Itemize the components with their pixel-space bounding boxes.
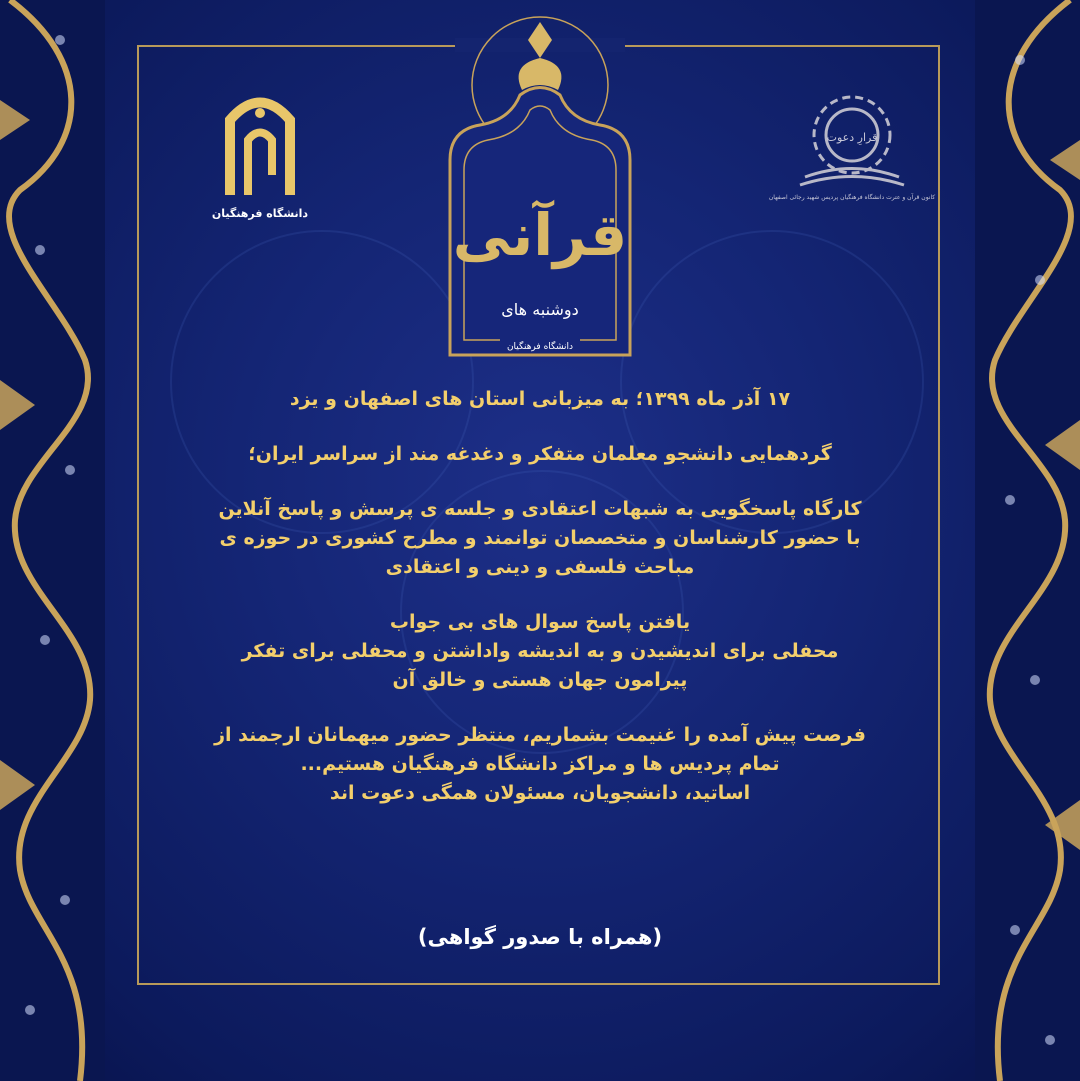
logo-left-text: دانشگاه فرهنگیان [211,207,309,220]
purpose-line-2: محفلی برای اندیشیدن و به اندیشه واداشتن و محفلی برای تفکر [241,640,839,662]
badge-main-text: قرآنی [452,201,628,269]
ornament-border-left [0,0,105,1081]
ornament-border-right [975,0,1080,1081]
gathering-line: گردهمایی دانشجو معلمان متفکر و دغدغه مند از سراسر ایران؛ [248,443,832,465]
purpose-line-3: پیرامون جهان هستی و خالق آن [392,669,688,691]
quran-mondays-badge [440,10,640,370]
quran-center-logo [745,85,960,205]
date-line: ۱۷ آذر ماه ۱۳۹۹؛ به میزبانی استان های اصفهان و یزد [289,388,791,410]
logo-right-caption: کانون قرآن و عترت دانشگاه فرهنگیان پردیس شهید رجائی اصفهان [768,194,936,201]
workshop-line-1: کارگاه پاسخگویی به شبهات اعتقادی و جلسه ی پرسش و پاسخ آنلاین [218,498,862,520]
workshop-line-3: مباحث فلسفی و دینی و اعتقادی [385,556,695,578]
badge-bottom-text: دانشگاه فرهنگیان [506,342,574,352]
invite-line-3: اساتید، دانشجویان، مسئولان همگی دعوت اند [329,782,751,804]
badge-sub-text: دوشنبه های [501,300,579,319]
purpose-line-1: یافتن پاسخ سوال های بی جواب [389,611,691,633]
announcement-text [150,385,930,808]
farhangian-university-logo [210,85,310,225]
invite-line-2: تمام پردیس ها و مراکز دانشگاه فرهنگیان هستیم... [300,753,780,775]
certificate-note: (همراه با صدور گواهی) [417,925,663,949]
invite-line-1: فرصت پیش آمده را غنیمت بشماریم، منتظر حضور میهمانان ارجمند از [214,724,866,746]
workshop-line-2: با حضور کارشناسان و متخصصان توانمند و مطرح کشوری در حوزه ی [219,527,861,549]
logo-right-text: قرارِ دعوت [826,131,878,144]
